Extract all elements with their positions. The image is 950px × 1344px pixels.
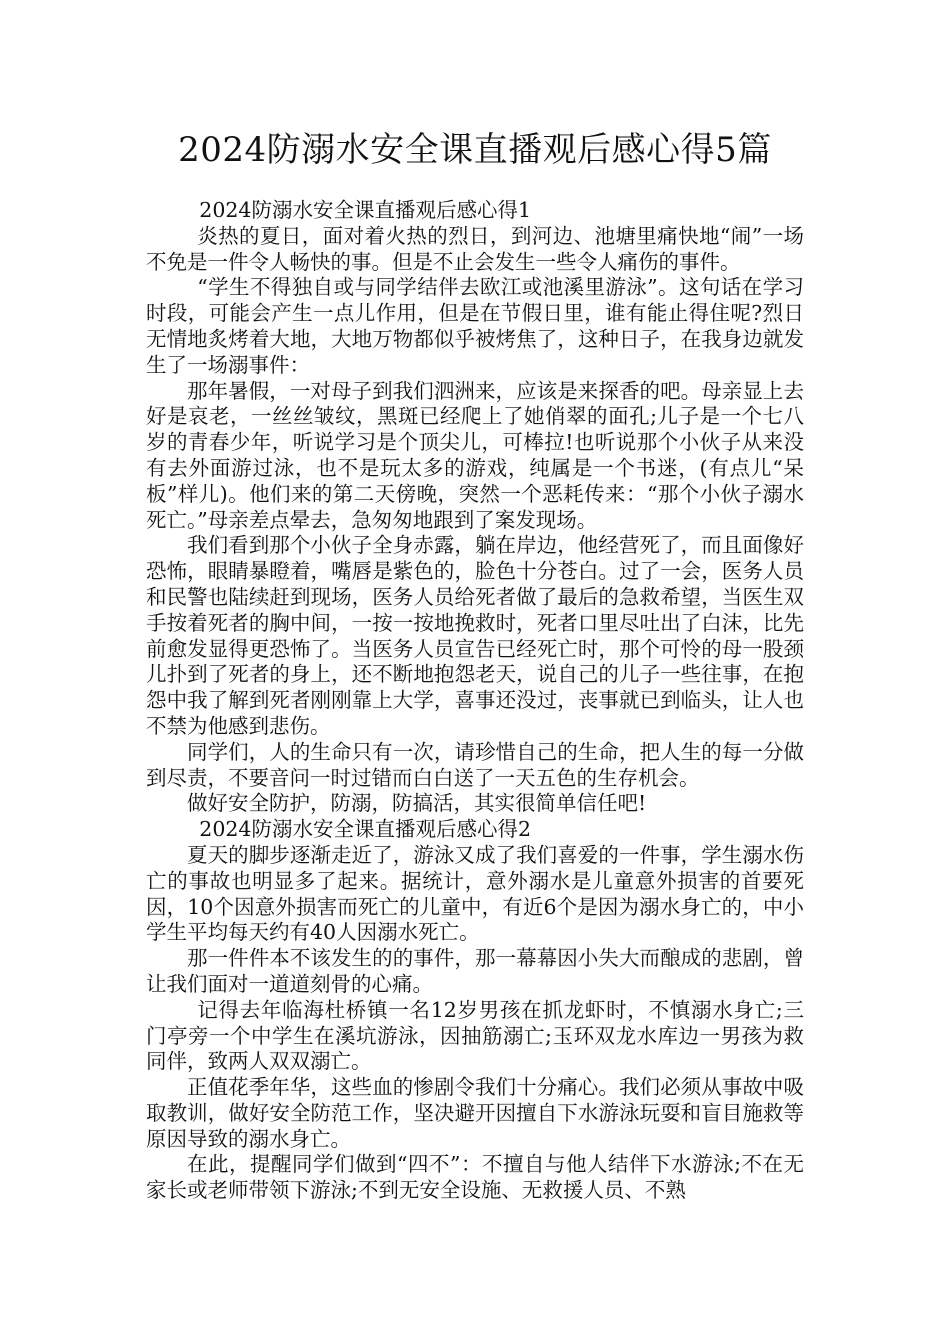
document-title: 2024防溺水安全课直播观后感心得5篇 (178, 130, 772, 170)
paragraph: 我们看到那个小伙子全身赤露，躺在岸边，他经营死了，而且面像好恐怖，眼睛暴瞪着，嘴唇是紫色的，脸色十分苍白。过了一会，医务人员和民警也陆续赶到现场，医务人员给死者做了最后的急救希望，当医生双手按着死者的胸中间，一按一按地挽救时，死者口里尽吐出了白沫，比先前愈发显得更恐怖了。当医务人员宣告已经死亡时，那个可怜的母一股颈儿扑到了死者的身上，还不断地抱怨老天，说自己的儿子一些往事，在抱怨中我了解到死者刚刚靠上大学，喜事还没过，丧事就已到临头，让人也不禁为他感到悲伤。 (146, 533, 804, 738)
paragraph: 在此，提醒同学们做到“四不”：不擅自与他人结伴下水游泳;不在无家长或老师带领下游泳;不到无安全设施、无救援人员、不熟 (146, 1152, 804, 1203)
paragraph: 那一件件本不该发生的的事件，那一幕幕因小失大而酿成的悲剧，曾让我们面对一道道刻骨的心痛。 (146, 946, 804, 996)
paragraph: 记得去年临海杜桥镇一名12岁男孩在抓龙虾时，不慎溺水身亡;三门亭旁一个中学生在溪坑游泳，因抽筋溺亡;玉环双龙水库边一男孩为救同伴，致两人双双溺亡。 (146, 997, 804, 1074)
document-body (146, 198, 804, 1204)
section-heading-2: 2024防溺水安全课直播观后感心得2 (199, 817, 532, 842)
section-heading-1: 2024防溺水安全课直播观后感心得1 (199, 198, 532, 222)
paragraph: 正值花季年华，这些血的惨剧令我们十分痛心。我们必须从事故中吸取教训，做好安全防范工作，坚决避开因擅自下水游泳玩耍和盲目施救等原因导致的溺水身亡。 (146, 1075, 804, 1151)
paragraph: 炎热的夏日，面对着火热的烈日，到河边、池塘里痛快地“闹”一场不免是一件令人畅快的事。但是不止会发生一些令人痛伤的事件。 (146, 223, 804, 274)
paragraph: 那年暑假，一对母子到我们泗洲来，应该是来探香的吧。母亲显上去好是哀老，一丝丝皱纹，黑斑已经爬上了她俏翠的面孔;儿子是一个七八岁的青春少年，听说学习是个顶尖儿，可棒拉!也听说那个小伙子从来没有去外面游过泳，也不是玩太多的游戏，纯属是一个书迷，(有点儿“呆板”样儿)。他们来的第二天傍晚，突然一个恶耗传来：“那个小伙子溺水死亡。”母亲差点晕去，急匆匆地跟到了案发现场。 (146, 378, 804, 532)
paragraph: 夏天的脚步逐渐走近了，游泳又成了我们喜爱的一件事，学生溺水伤亡的事故也明显多了起来。据统计，意外溺水是儿童意外损害的首要死因，10个因意外损害而死亡的儿童中，有近6个是因为溺水身亡的，中小学生平均每天约有40人因溺水死亡。 (146, 842, 804, 945)
paragraph: “学生不得独自或与同学结伴去欧江或池溪里游泳”。这句话在学习时段，可能会产生一点儿作用，但是在节假日里，谁有能止得住呢?烈日无情地炙烤着大地，大地万物都似乎被烤焦了，这种日子，在我身边就发生了一场溺事件： (146, 275, 804, 377)
paragraph: 同学们，人的生命只有一次，请珍惜自己的生命，把人生的每一分做到尽责，不要音问一时过错而白白送了一天五色的生存机会。 (146, 739, 804, 790)
paragraph: 做好安全防护，防溺，防搞活，其实很简单信任吧! (187, 791, 647, 816)
